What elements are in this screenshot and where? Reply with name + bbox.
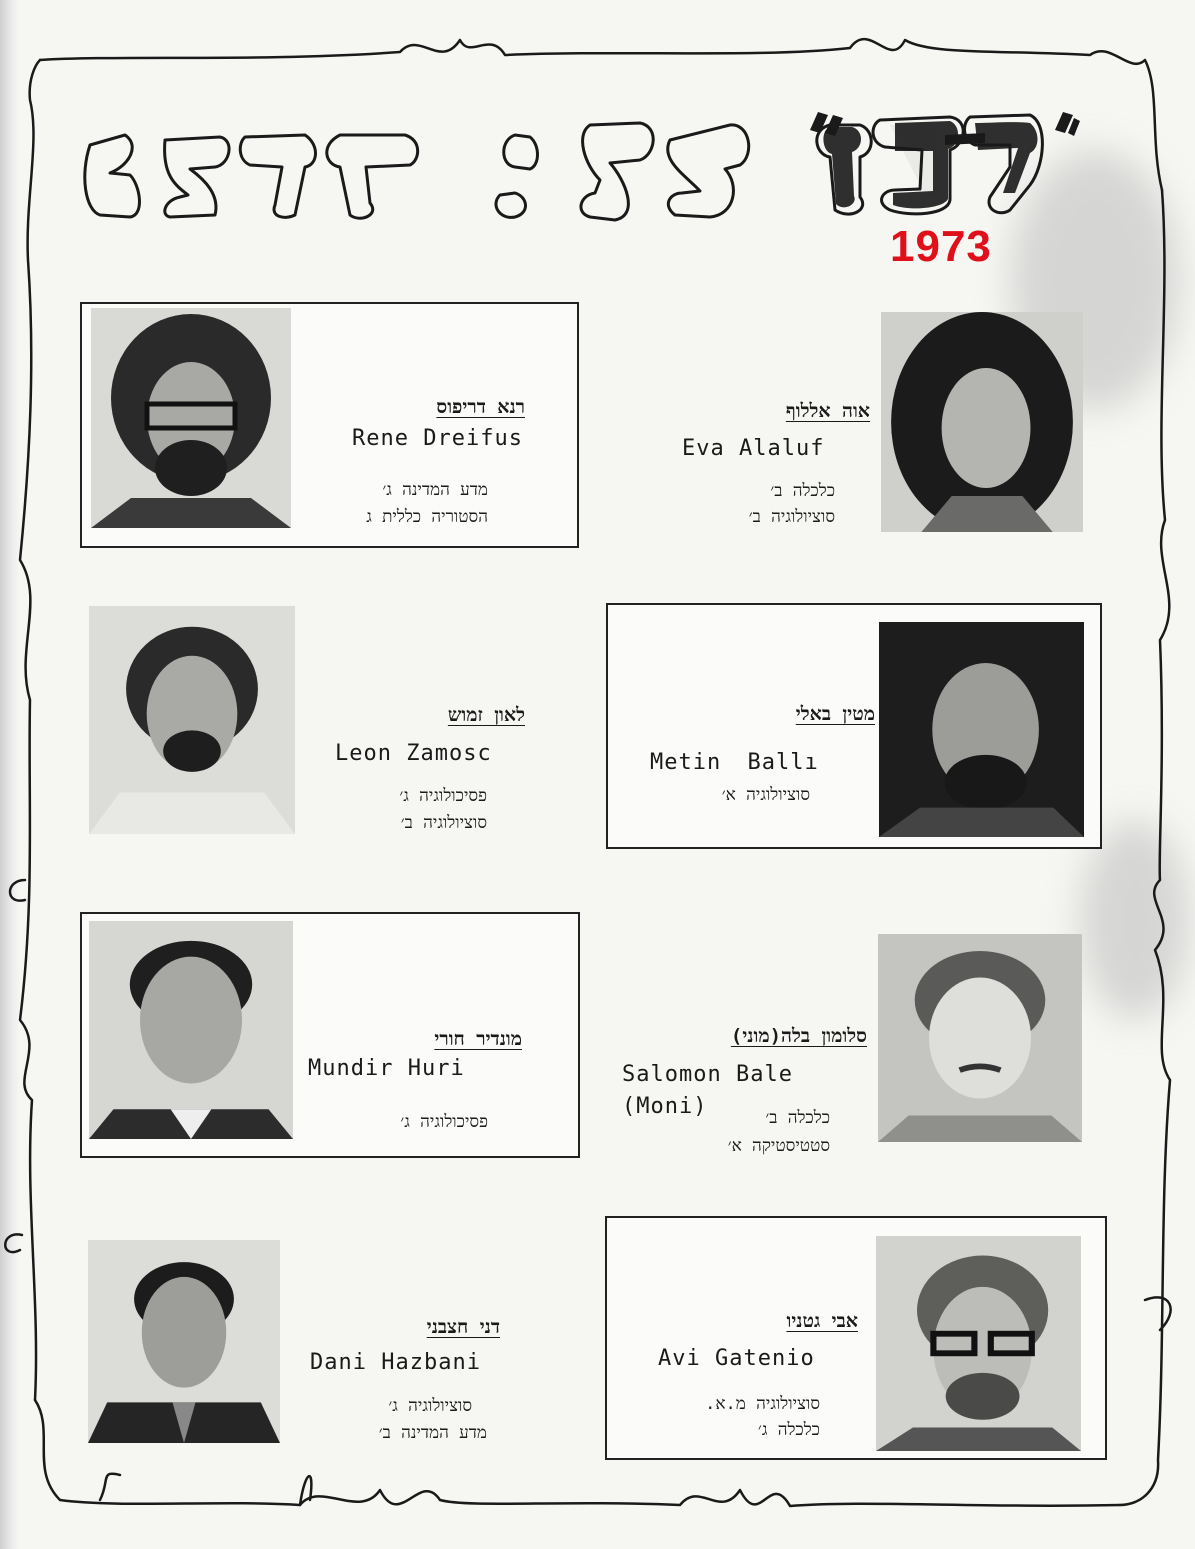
portrait-photo (879, 622, 1084, 837)
hebrew-name: סלומון בלה(מוני) (730, 1025, 867, 1047)
latin-name: Dani Hazbani (310, 1350, 481, 1375)
subject-line: מדע המדינה ג׳ (382, 480, 488, 500)
latin-name: Avi Gatenio (658, 1346, 815, 1371)
subject-line: כלכלה ב׳ (770, 481, 835, 501)
subject-line: סוציולוגיה מ.א. (705, 1394, 820, 1414)
subject-line: פסיכולוגיה ג׳ (399, 786, 487, 806)
hebrew-name: מונדיר חורי (434, 1028, 522, 1050)
hebrew-name: אוה אללוף (785, 400, 870, 422)
portrait-photo (91, 308, 291, 528)
subject-line: מדע המדינה ב׳ (378, 1423, 487, 1443)
portrait-photo (88, 1240, 280, 1443)
hebrew-name: רנא דריפוס (436, 396, 525, 418)
subject-line: סוציולוגיה ג׳ (388, 1396, 472, 1416)
hebrew-name: אבי גטניו (786, 1310, 858, 1332)
subject-line: סוציולוגיה ב׳ (400, 813, 487, 833)
subject-line: סוציולוגיה ב׳ (748, 507, 835, 527)
hebrew-name: לאון זמוש (447, 704, 525, 726)
latin-name: Mundir Huri (308, 1056, 465, 1081)
latin-name: Salomon Bale (622, 1062, 793, 1087)
hebrew-name: דני חצבני (426, 1316, 500, 1338)
latin-name: Metin Ballı (650, 750, 819, 775)
portrait-photo (89, 606, 295, 834)
latin-nickname: (Moni) (622, 1094, 708, 1119)
subject-line: הסטוריה כללית ג (366, 507, 488, 527)
subject-line: כלכלה ב׳ (765, 1108, 830, 1128)
subject-line: כלכלה ג׳ (757, 1420, 820, 1440)
portrait-photo (881, 312, 1083, 532)
hebrew-name: מטין באלי (795, 703, 875, 725)
latin-name: Rene Dreifus (352, 426, 523, 451)
subject-line: פסיכולוגיה ג׳ (400, 1112, 488, 1132)
portrait-photo (878, 934, 1082, 1142)
portrait-photo (89, 921, 293, 1139)
subject-line: סטטיסטיקה א׳ (727, 1136, 830, 1156)
year-label: 1973 (890, 222, 992, 271)
subject-line: סוציולוגיה א׳ (721, 785, 810, 805)
latin-name: Eva Alaluf (682, 436, 825, 461)
portrait-photo (876, 1236, 1081, 1451)
latin-name: Leon Zamosc (335, 741, 492, 766)
